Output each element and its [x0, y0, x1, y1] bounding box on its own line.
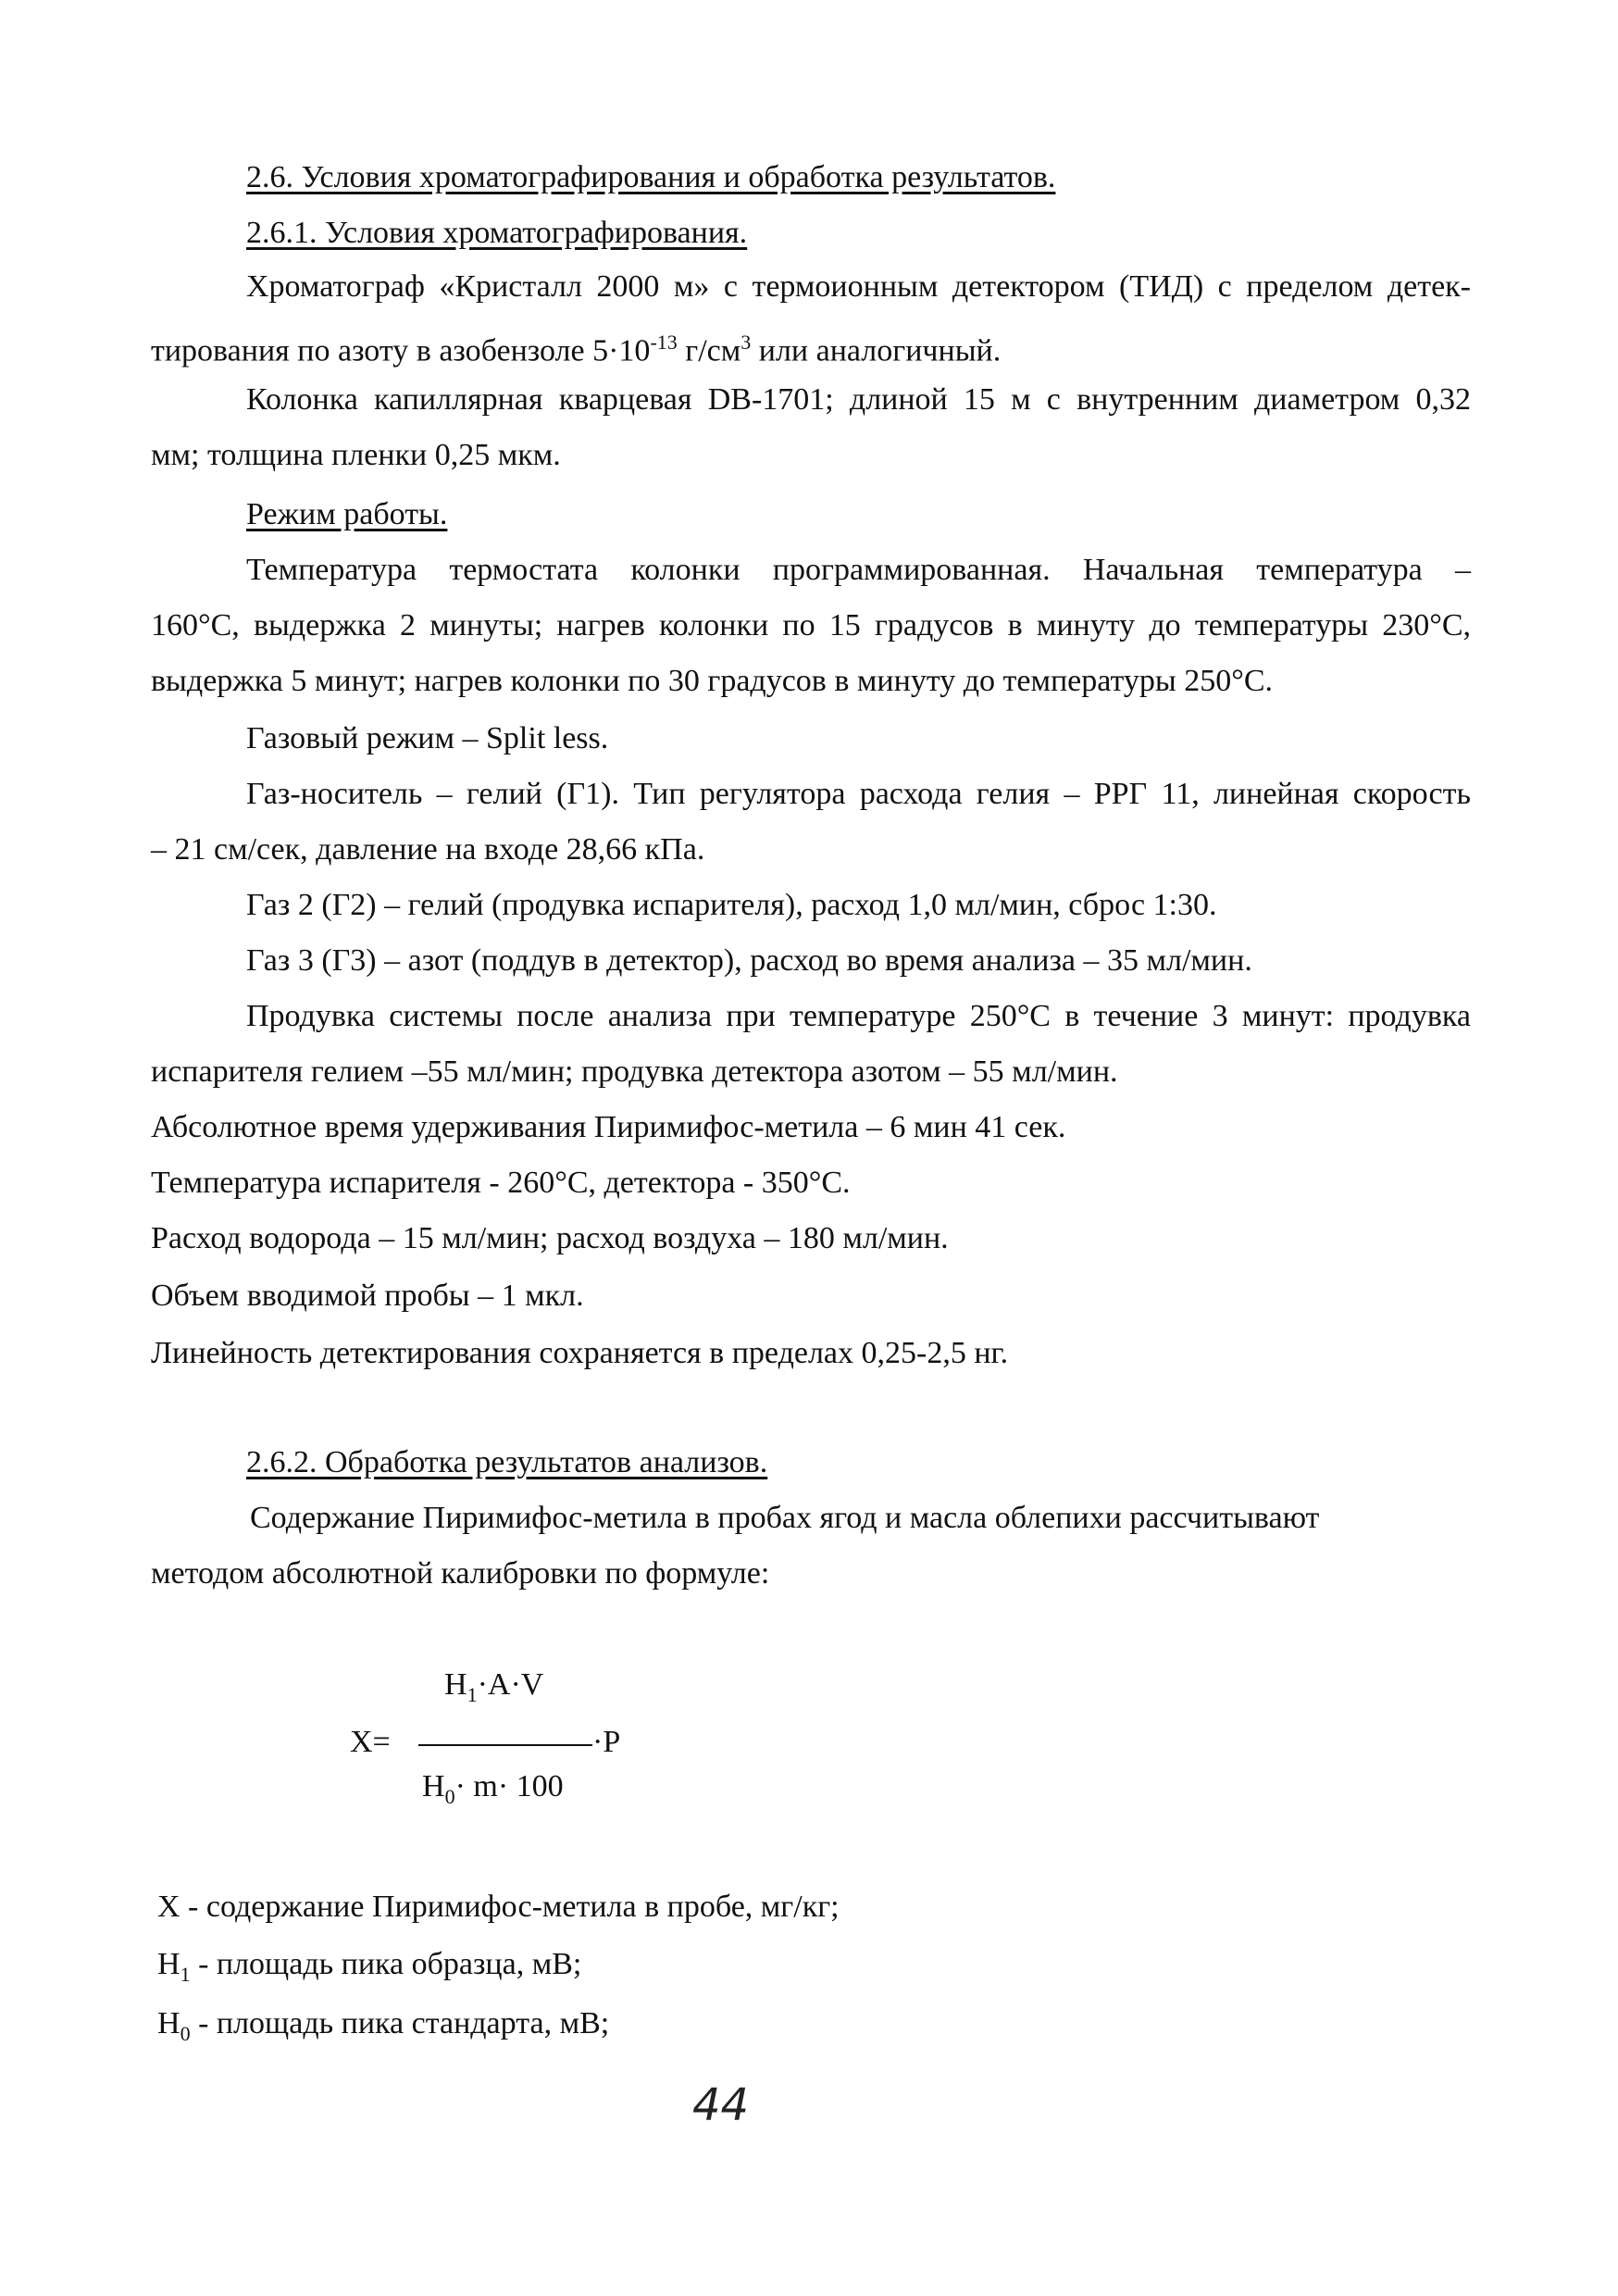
paragraph-hydrogen-flow: Расход водорода – 15 мл/мин; расход воздуха – 180 мл/мин. [151, 1221, 949, 1255]
legend-h0-text: - площадь пика стандарта, мВ; [190, 2006, 610, 2040]
paragraph-calculation-line1: Содержание Пиримифос-метила в пробах ягод и масла облепихи рассчитывают [250, 1501, 1320, 1535]
numerator-h: H [444, 1667, 467, 1702]
paragraph-chromatograph-line2 [151, 324, 1001, 369]
subsection-heading-processing: 2.6.2. Обработка результатов анализов. [246, 1445, 768, 1479]
paragraph-purge-line1: Продувка системы после анализа при температуре 250°С в течение 3 минут: продувка [246, 999, 1471, 1033]
numerator-rest: ·A·V [477, 1667, 544, 1702]
chromatograph-text-b: г/см [677, 333, 741, 368]
paragraph-gas3: Газ 3 (Г3) – азот (поддув в детектор), расход во время анализа – 35 мл/мин. [246, 943, 1252, 978]
legend-h1-subscript: 1 [180, 1962, 191, 1986]
paragraph-gas-mode: Газовый режим – Split less. [246, 721, 609, 755]
page-number: 44 [692, 2079, 750, 2131]
denominator-rest: · m· 100 [454, 1769, 564, 1803]
chromatograph-text-c: или аналогичный. [751, 333, 1002, 368]
formula-lhs: X= [350, 1725, 391, 1759]
formula-numerator [444, 1666, 543, 1714]
paragraph-evaporator-temp: Температура испарителя - 260°С, детектора - 350°С. [151, 1166, 851, 1200]
legend-h1-symbol: H [157, 1947, 180, 1981]
formula-rhs: ·P [592, 1725, 621, 1759]
paragraph-column-line1: Колонка капиллярная кварцевая DB-1701; длиной 15 м с внутренним диаметром 0,32 [246, 382, 1471, 417]
numerator-h-subscript: 1 [467, 1682, 478, 1706]
legend-h0-definition [157, 2005, 609, 2053]
paragraph-purge-line2: испарителя гелием –55 мл/мин; продувка детектора азотом – 55 мл/мин. [151, 1054, 1118, 1089]
legend-h1-definition [157, 1946, 581, 1993]
formula-denominator [422, 1768, 564, 1816]
paragraph-sample-volume: Объем вводимой пробы – 1 мкл. [151, 1279, 584, 1313]
legend-x-definition: X - содержание Пиримифос-метила в пробе, мг/кг; [157, 1890, 840, 1924]
legend-h1-text: - площадь пика образца, мВ; [190, 1947, 582, 1981]
paragraph-calculation-line2: методом абсолютной калибровки по формуле: [151, 1556, 770, 1591]
paragraph-column-line2: мм; толщина пленки 0,25 мкм. [151, 438, 561, 472]
exponent-minus13: -13 [650, 331, 678, 354]
section-heading: 2.6. Условия хроматографирования и обработка результатов. [246, 160, 1056, 194]
paragraph-carrier-gas-line2: – 21 см/сек, давление на входе 28,66 кПа. [151, 832, 705, 867]
paragraph-temperature-line1: Температура термостата колонки программированная. Начальная температура – [246, 553, 1471, 587]
paragraph-chromatograph-line1: Хроматограф «Кристалл 2000 м» с термоионным детектором (ТИД) с пределом детек- [246, 269, 1471, 304]
chromatograph-text-a: тирования по азоту в азобензоле 5·10 [151, 333, 651, 368]
fraction-bar [418, 1744, 592, 1746]
paragraph-temperature-line3: выдержка 5 минут; нагрев колонки по 30 градусов в минуту до температуры 250°С. [151, 664, 1274, 698]
legend-h0-symbol: H [157, 2006, 180, 2040]
paragraph-linearity: Линейность детектирования сохраняется в пределах 0,25-2,5 нг. [151, 1336, 1009, 1370]
subsection-heading-conditions: 2.6.1. Условия хроматографирования. [246, 216, 748, 250]
denominator-h: H [422, 1769, 445, 1803]
paragraph-retention-time: Абсолютное время удерживания Пиримифос-метила – 6 мин 41 сек. [151, 1110, 1066, 1144]
mode-heading: Режим работы. [246, 497, 448, 531]
paragraph-gas2: Газ 2 (Г2) – гелий (продувка испарителя), расход 1,0 мл/мин, сброс 1:30. [246, 888, 1217, 922]
exponent-3: 3 [741, 331, 752, 354]
legend-h0-subscript: 0 [180, 2021, 191, 2045]
denominator-h-subscript: 0 [444, 1784, 455, 1808]
paragraph-carrier-gas-line1: Газ-носитель – гелий (Г1). Тип регулятора расхода гелия – РРГ 11, линейная скорость [246, 777, 1471, 811]
paragraph-temperature-line2: 160°С, выдержка 2 минуты; нагрев колонки по 15 градусов в минуту до температуры 230°С, [151, 608, 1471, 643]
